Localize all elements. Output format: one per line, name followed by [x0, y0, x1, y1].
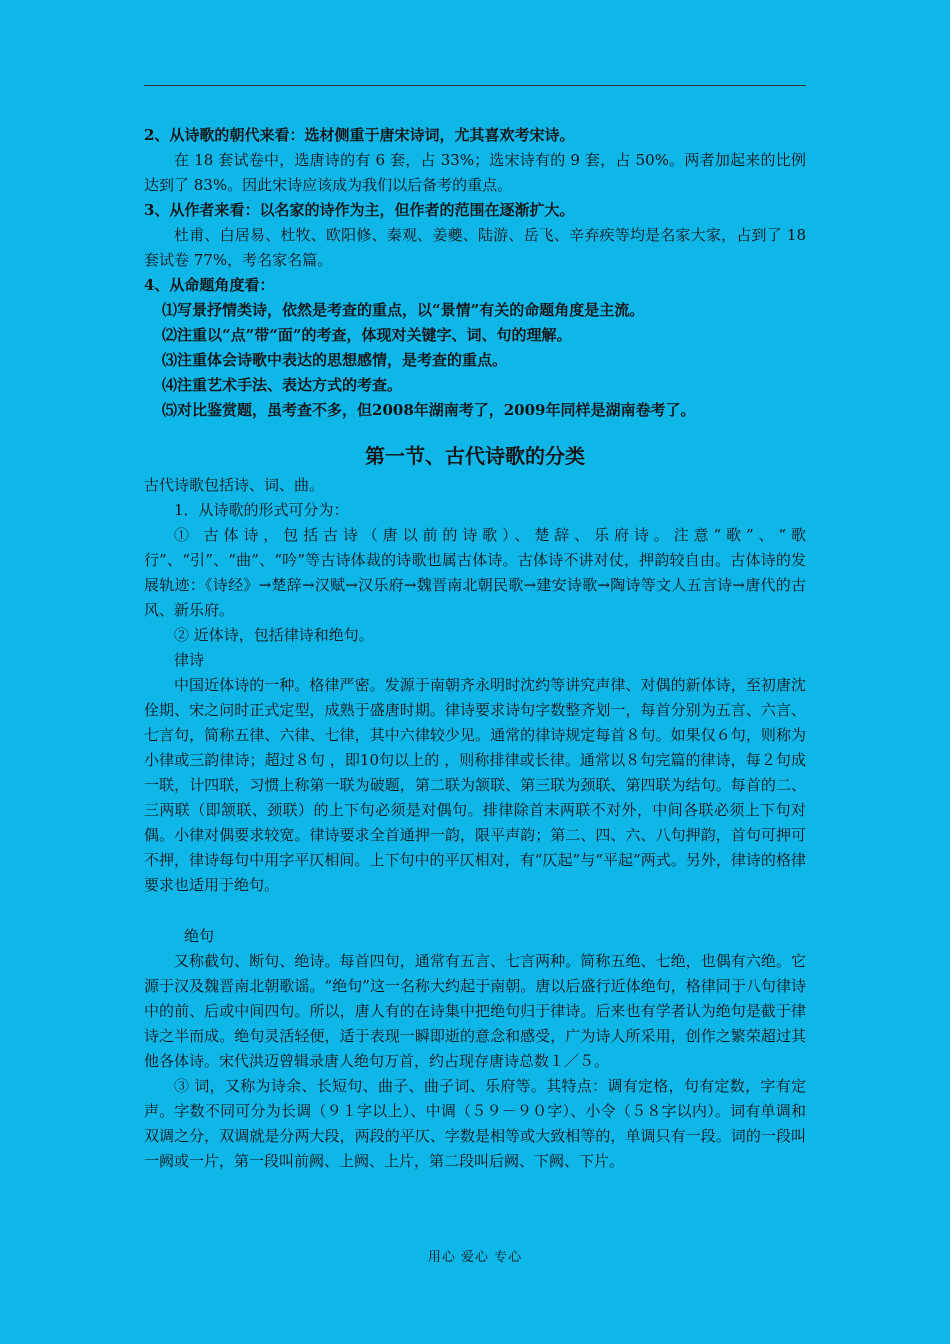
gutishi-paragraph: ① 古体诗，包括古诗（唐以前的诗歌）、楚辞、乐府诗。注意“歌”、“歌行”、“引”、“曲”、“吟”等古诗体裁的诗歌也属古体诗。古体诗不讲对仗，押韵较自由。古体诗的发展轨迹：《诗经》→楚辞→汉赋→汉乐府→魏晋南北朝民歌→建安诗歌→陶诗等文人五言诗→唐代的古风、新乐府。	[144, 526, 806, 619]
header-rule	[144, 85, 806, 86]
section-4-item: ⑴写景抒情类诗，依然是考查的重点，以“景情”有关的命题角度是主流。	[162, 301, 645, 319]
section-3-body: 杜甫、白居易、杜牧、欧阳修、秦观、姜夔、陆游、岳飞、辛弃疾等均是名家大家，占到了 18 套试卷 77%，考名家名篇。	[144, 226, 806, 269]
form-heading: 1．从诗歌的形式可分为：	[174, 501, 349, 519]
intro-line: 古代诗歌包括诗、词、曲。	[144, 476, 325, 494]
section-title: 第一节、古代诗歌的分类	[365, 444, 585, 468]
jintishi-paragraph: ② 近体诗，包括律诗和绝句。	[174, 626, 374, 644]
page-footer: 用心 爱心 专心	[427, 1250, 523, 1265]
lushi-paragraph: 中国近体诗的一种。格律严密。发源于南朝齐永明时沈约等讲究声律、对偶的新体诗，至初唐沈佺期、宋之问时正式定型，成熟于盛唐时期。律诗要求诗句字数整齐划一，每首分别为五言、六言、七言句，简称五律、六律、七律，其中六律较少见。通常的律诗规定每首８句。如果仅６句，则称为小律或三韵律诗；超过８句 ，即10句以上的 ，则称排律或长律。通常以８句完篇的律诗，每２句成一联，计四联，习惯上称第一联为破题，第二联为颔联、第三联为颈联、第四联为结句。每首的二、三两联（即颔联、颈联）的上下句必须是对偶句。排律除首末两联不对外，中间各联必须上下句对偶。小律对偶要求较宽。律诗要求全首通押一韵，限平声韵；第二、四、六、八句押韵，首句可押可不押，律诗每句中用字平仄相间。上下句中的平仄相对，有“仄起”与“平起”两式。另外，律诗的格律要求也适用于绝句。	[144, 676, 806, 894]
jueju-paragraph: 又称截句、断句、绝诗。每首四句，通常有五言、七言两种。简称五绝、七绝，也偶有六绝。它源于汉及魏晋南北朝歌谣。“绝句”这一名称大约起于南朝。唐以后盛行近体绝句，格律同于八句律诗中的前、后或中间四句。所以，唐人有的在诗集中把绝句归于律诗。后来也有学者认为绝句是截于律诗之半而成。绝句灵活轻便，适于表现一瞬即逝的意念和感受，广为诗人所采用，创作之繁荣超过其他各体诗。宋代洪迈曾辑录唐人绝句万首，约占现存唐诗总数１／５。	[144, 952, 806, 1070]
section-4-item: ⑷注重艺术手法、表达方式的考查。	[162, 376, 403, 394]
section-4-item: ⑸对比鉴赏题，虽考查不多，但2008年湖南考了，2009年同样是湖南卷考了。	[162, 401, 696, 419]
section-4-heading: 4、从命题角度看：	[144, 276, 275, 294]
lushi-title: 律诗	[174, 651, 205, 669]
document-body	[144, 123, 806, 1174]
section-2-heading: 2、从诗歌的朝代来看：选材侧重于唐宋诗词，尤其喜欢考宋诗。	[144, 126, 575, 144]
ci-paragraph: ③ 词，又称为诗余、长短句、曲子、曲子词、乐府等。其特点：调有定格，句有定数，字有定声。字数不同可分为长调（９１字以上）、中调（５９－９０字）、小令（５８字以内）。词有单调和双调之分，双调就是分两大段，两段的平仄、字数是相等或大致相等的，单调只有一段。词的一段叫一阙或一片，第一段叫前阙、上阙、上片，第二段叫后阙、下阙、下片。	[144, 1077, 806, 1170]
jueju-title: 绝句	[184, 927, 215, 945]
section-4-item: ⑵注重以“点”带“面”的考查，体现对关键字、词、句的理解。	[162, 326, 572, 344]
section-4-item: ⑶注重体会诗歌中表达的思想感情，是考查的重点。	[162, 351, 508, 369]
section-2-body: 在 18 套试卷中，选唐诗的有 6 套，占 33%；选宋诗有的 9 套，占 50%。两者加起来的比例达到了 83%。因此宋诗应该成为我们以后备考的重点。	[144, 151, 806, 194]
section-3-heading: 3、从作者来看：以名家的诗作为主，但作者的范围在逐渐扩大。	[144, 201, 575, 219]
spacer	[144, 898, 806, 924]
